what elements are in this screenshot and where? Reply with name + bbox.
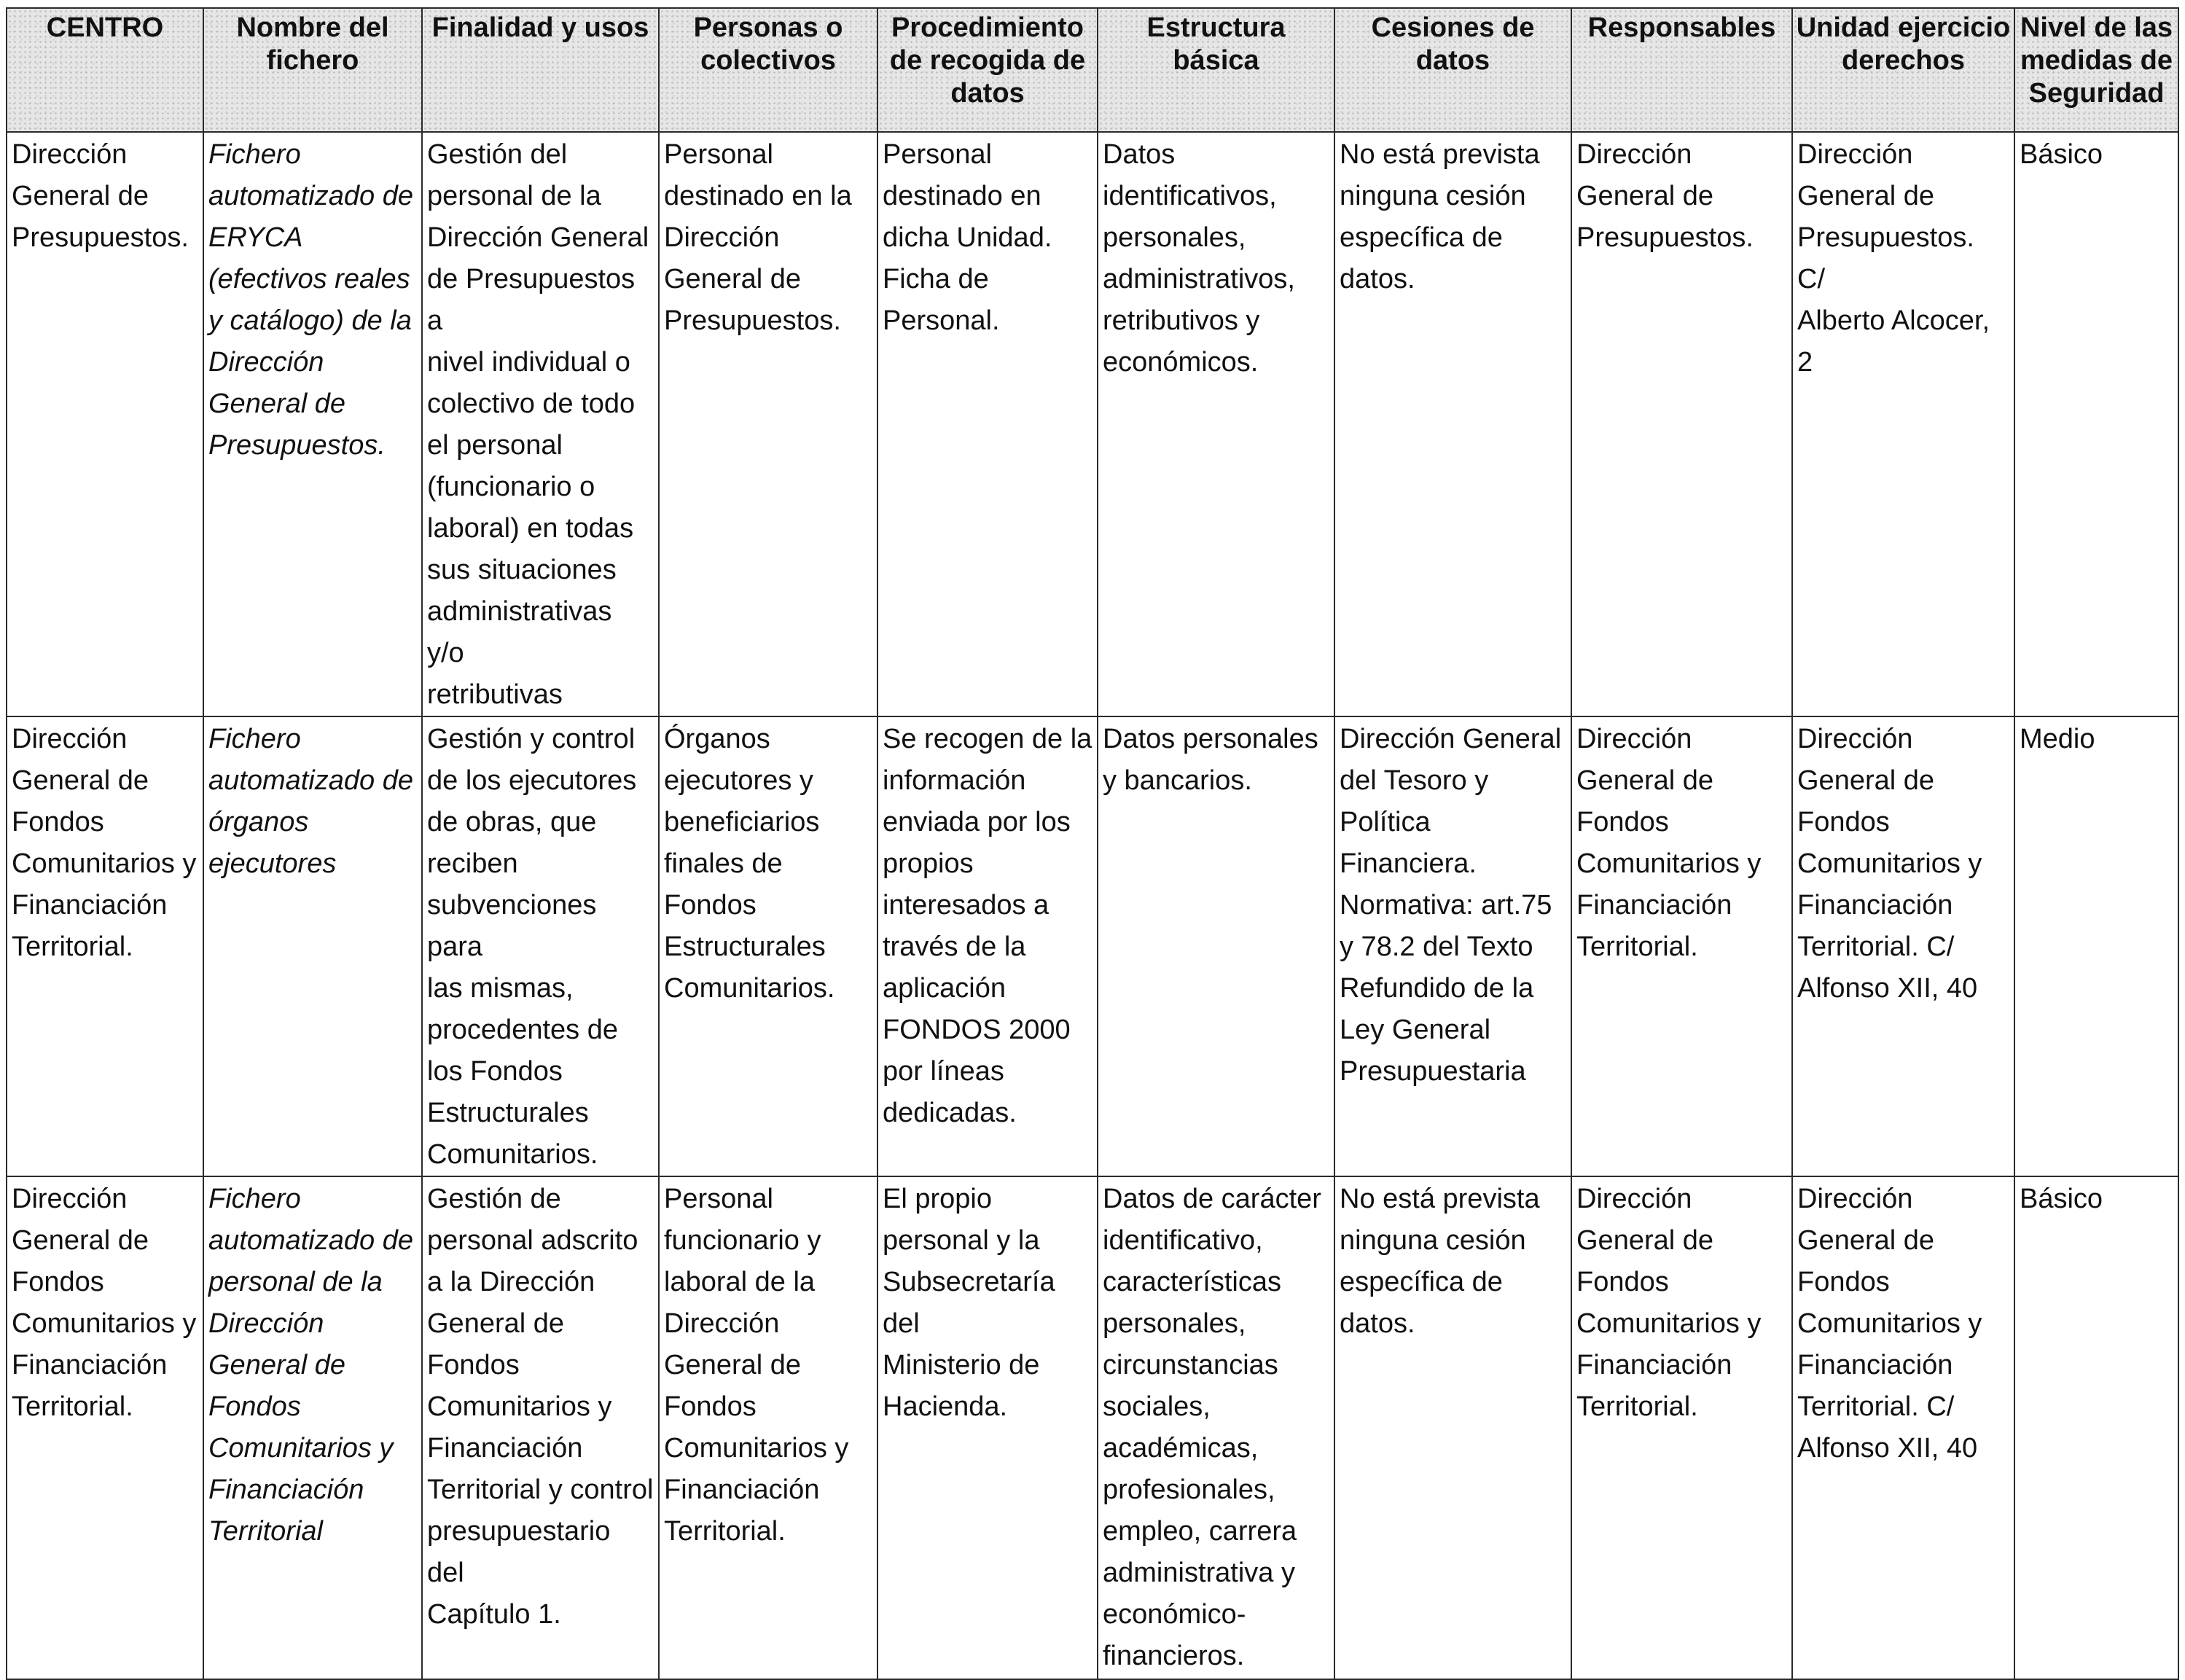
cell-nivel-seguridad: Medio <box>2014 716 2178 1176</box>
cell-nombre-fichero: Fichero automatizado de órganos ejecutores <box>203 716 422 1176</box>
header-responsables: Responsables <box>1571 8 1792 132</box>
cell-finalidad-usos: Gestión de personal adscrito a la Dirección General de Fondos Comunitarios y Financiación Territorial y control presupuestario del Capítulo 1. <box>422 1176 659 1679</box>
cell-responsables: Dirección General de Fondos Comunitarios y Financiación Territorial. <box>1571 1176 1792 1679</box>
cell-finalidad-usos: Gestión del personal de la Dirección General de Presupuestos a nivel individual o colectivo de todo el personal (funcionario o laboral) en todas sus situaciones administrativas y/o retributivas <box>422 132 659 716</box>
header-row <box>7 8 2178 132</box>
cell-responsables: Dirección General de Fondos Comunitarios y Financiación Territorial. <box>1571 716 1792 1176</box>
table-row <box>7 1176 2178 1679</box>
cell-unidad-ejercicio-derechos: Dirección General de Fondos Comunitarios y Financiación Territorial. C/ Alfonso XII, 40 <box>1792 716 2014 1176</box>
cell-procedimiento-recogida: Personal destinado en dicha Unidad. Ficha de Personal. <box>877 132 1098 716</box>
cell-nombre-fichero: Fichero automatizado de personal de la Dirección General de Fondos Comunitarios y Financiación Territorial <box>203 1176 422 1679</box>
cell-cesiones-datos: Dirección General del Tesoro y Política Financiera. Normativa: art.75 y 78.2 del Texto Refundido de la Ley General Presupuestaria <box>1334 716 1571 1176</box>
table-row <box>7 132 2178 716</box>
header-unidad-ejercicio-derechos: Unidad ejercicio derechos <box>1792 8 2014 132</box>
header-personas-colectivos: Personas o colectivos <box>659 8 877 132</box>
header-centro: CENTRO <box>7 8 203 132</box>
cell-estructura-basica: Datos personales y bancarios. <box>1098 716 1334 1176</box>
cell-finalidad-usos: Gestión y control de los ejecutores de obras, que reciben subvenciones para las mismas, procedentes de los Fondos Estructurales Comunitarios. <box>422 716 659 1176</box>
cell-estructura-basica: Datos identificativos, personales, administrativos, retributivos y económicos. <box>1098 132 1334 716</box>
data-files-table <box>6 7 2179 1680</box>
cell-cesiones-datos: No está prevista ninguna cesión específica de datos. <box>1334 1176 1571 1679</box>
header-estructura-basica: Estructura básica <box>1098 8 1334 132</box>
cell-personas-colectivos: Personal funcionario y laboral de la Dirección General de Fondos Comunitarios y Financiación Territorial. <box>659 1176 877 1679</box>
cell-nombre-fichero: Fichero automatizado de ERYCA (efectivos reales y catálogo) de la Dirección General de Presupuestos. <box>203 132 422 716</box>
cell-nivel-seguridad: Básico <box>2014 1176 2178 1679</box>
cell-centro: Dirección General de Presupuestos. <box>7 132 203 716</box>
header-nombre-fichero: Nombre del fichero <box>203 8 422 132</box>
table-row <box>7 716 2178 1176</box>
header-procedimiento-recogida: Procedimiento de recogida de datos <box>877 8 1098 132</box>
cell-estructura-basica: Datos de carácter identificativo, características personales, circunstancias sociales, académicas, profesionales, empleo, carrera administrativa y económico- financieros. <box>1098 1176 1334 1679</box>
cell-personas-colectivos: Personal destinado en la Dirección General de Presupuestos. <box>659 132 877 716</box>
cell-centro: Dirección General de Fondos Comunitarios y Financiación Territorial. <box>7 1176 203 1679</box>
header-cesiones-datos: Cesiones de datos <box>1334 8 1571 132</box>
cell-procedimiento-recogida: El propio personal y la Subsecretaría del Ministerio de Hacienda. <box>877 1176 1098 1679</box>
cell-procedimiento-recogida: Se recogen de la información enviada por los propios interesados a través de la aplicación FONDOS 2000 por líneas dedicadas. <box>877 716 1098 1176</box>
header-nivel-seguridad: Nivel de las medidas de Seguridad <box>2014 8 2178 132</box>
cell-cesiones-datos: No está prevista ninguna cesión específica de datos. <box>1334 132 1571 716</box>
cell-centro: Dirección General de Fondos Comunitarios y Financiación Territorial. <box>7 716 203 1176</box>
cell-responsables: Dirección General de Presupuestos. <box>1571 132 1792 716</box>
cell-personas-colectivos: Órganos ejecutores y beneficiarios finales de Fondos Estructurales Comunitarios. <box>659 716 877 1176</box>
header-finalidad-usos: Finalidad y usos <box>422 8 659 132</box>
cell-unidad-ejercicio-derechos: Dirección General de Presupuestos. C/ Alberto Alcocer, 2 <box>1792 132 2014 716</box>
cell-nivel-seguridad: Básico <box>2014 132 2178 716</box>
cell-unidad-ejercicio-derechos: Dirección General de Fondos Comunitarios y Financiación Territorial. C/ Alfonso XII, 40 <box>1792 1176 2014 1679</box>
